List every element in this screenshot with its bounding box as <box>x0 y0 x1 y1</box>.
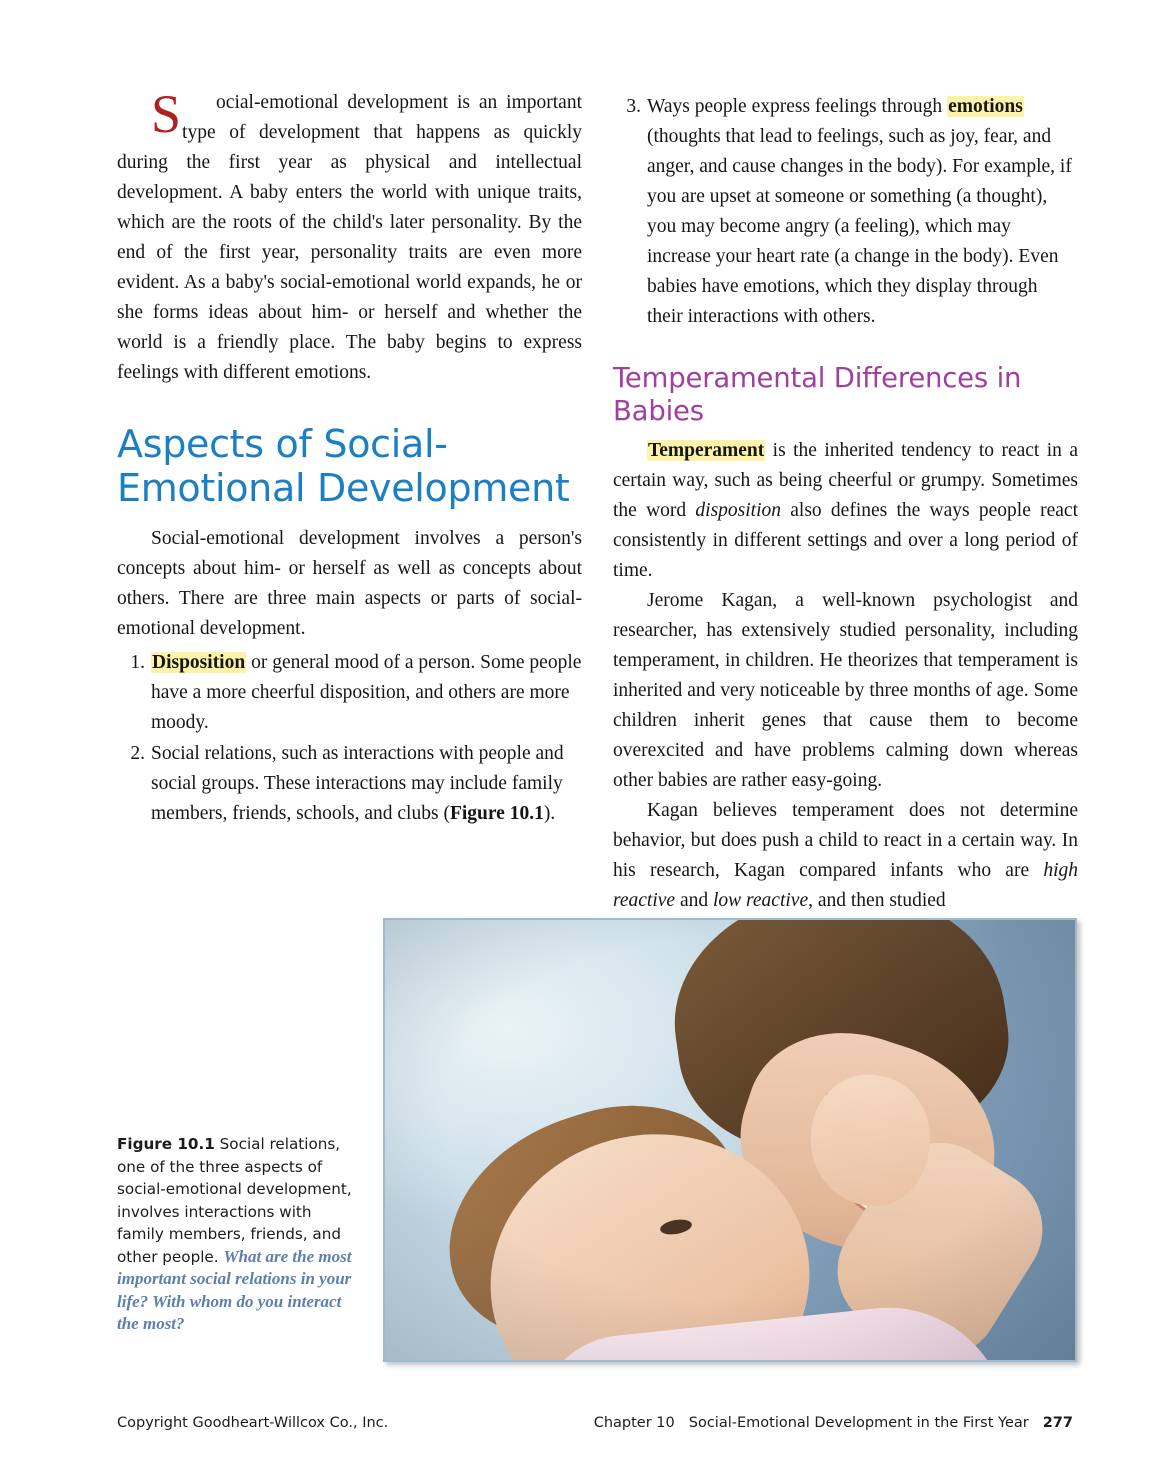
copyright-notice: Copyright Goodheart-Willcox Co., Inc. <box>117 1415 389 1431</box>
section-heading-temperamental-differences: Temperamental Differences in Babies <box>613 362 1022 427</box>
intro-paragraph <box>117 84 582 388</box>
right-column <box>613 88 1078 916</box>
figure-caption-question: What are the most important social relations in your life? With whom do you interact the most? <box>117 1246 352 1333</box>
aspects-list <box>117 648 582 829</box>
footer-chapter-info <box>594 1415 1073 1431</box>
list-item-number: 3. <box>626 96 641 117</box>
list-item <box>117 648 582 738</box>
drop-cap: S <box>151 84 182 144</box>
highlighted-term-temperament: Temperament <box>648 440 765 461</box>
figure-caption-text: Social relations, one of the three aspects of social-emotional development, involves interactions with family members, friends, and other people. <box>117 1135 352 1266</box>
section-heading-aspects: Aspects of Social-Emotional Development <box>117 422 570 510</box>
figure-reference: Figure 10.1 <box>449 803 544 824</box>
kagan-text-part2: and <box>675 890 713 911</box>
italic-term-disposition: disposition <box>695 500 782 521</box>
aspects-list-continued <box>613 92 1078 332</box>
kagan-text-part1: Kagan believes temperament does not determine behavior, but does push a child to react in a certain way. In his research, Kagan compared infants who are <box>613 800 1078 881</box>
list-item-text-after: ). <box>543 803 556 824</box>
list-item <box>117 739 582 829</box>
kagan-text-part3: , and then studied <box>808 890 946 911</box>
footer-chapter-number: Chapter 10 <box>593 1415 675 1431</box>
list-item-text-after: (thoughts that lead to feelings, such as joy, fear, and anger, and cause changes in the body). For example, if you are upset at someone or something (a thought), you may become angry (a feeling), which may increase your heart rate (a change in the body). Even babies have emotions, which they display through their interactions with others. <box>647 126 1072 327</box>
footer-chapter-title: Social-Emotional Development in the First Year <box>688 1415 1029 1431</box>
photo-illustration <box>385 920 1075 1360</box>
figure-caption <box>117 1133 362 1336</box>
list-item-text-before: Social relations, such as interactions with people and social groups. These interactions may include family members, friends, schools, and clubs ( <box>151 743 564 824</box>
temperament-text-part1: is the inherited tendency to react in a certain way, such as being cheerful or grumpy. Sometimes the word <box>613 440 1078 521</box>
aspects-paragraph: Social-emotional development involves a person's concepts about him- or herself as well as concepts about others. There are three main aspects or parts of social-emotional development. <box>117 528 582 639</box>
temperament-text-part2: also defines the ways people react consistently in different settings and over a long period of time. <box>613 500 1078 581</box>
kagan-paragraph: Jerome Kagan, a well-known psychologist and researcher, has extensively studied personality, including temperament, in children. He theorizes that temperament is inherited and very noticeable by three months of age. Some children inherit genes that cause them to become overexcited and have problems calming down whereas other babies are rather easy-going. <box>613 590 1078 791</box>
figure-image <box>383 918 1077 1362</box>
highlighted-term-emotions: emotions <box>948 96 1023 117</box>
list-item-number: 1. <box>130 652 145 673</box>
kagan-research-paragraph <box>613 796 1078 916</box>
temperament-paragraph-1 <box>613 436 1078 586</box>
left-column <box>117 84 582 830</box>
figure-caption-label: Figure 10.1 <box>117 1135 215 1153</box>
highlighted-term-disposition: Disposition <box>152 652 246 673</box>
photo-vignette <box>385 920 1075 1360</box>
italic-term-high-reactive: high reactive <box>613 860 1078 911</box>
intro-paragraph-text: ocial-emotional development is an important type of development that happens as quickly during the first year as physical and intellectual development. A baby enters the world with unique traits, which are the roots of the child's later personality. By the end of the first year, personality traits are even more evident. As a baby's social-emotional world expands, he or she forms ideas about him- or herself and whether the world is a friendly place. The baby begins to express feelings with different emotions. <box>117 92 582 383</box>
list-item-number: 2. <box>130 743 145 764</box>
list-item-text-before: Ways people express feelings through <box>647 96 948 117</box>
italic-term-low-reactive: low reactive <box>712 890 809 911</box>
page-number: 277 <box>1042 1415 1073 1431</box>
list-item-text: or general mood of a person. Some people have a more cheerful disposition, and others are more moody. <box>151 652 582 733</box>
list-item <box>613 92 1078 332</box>
